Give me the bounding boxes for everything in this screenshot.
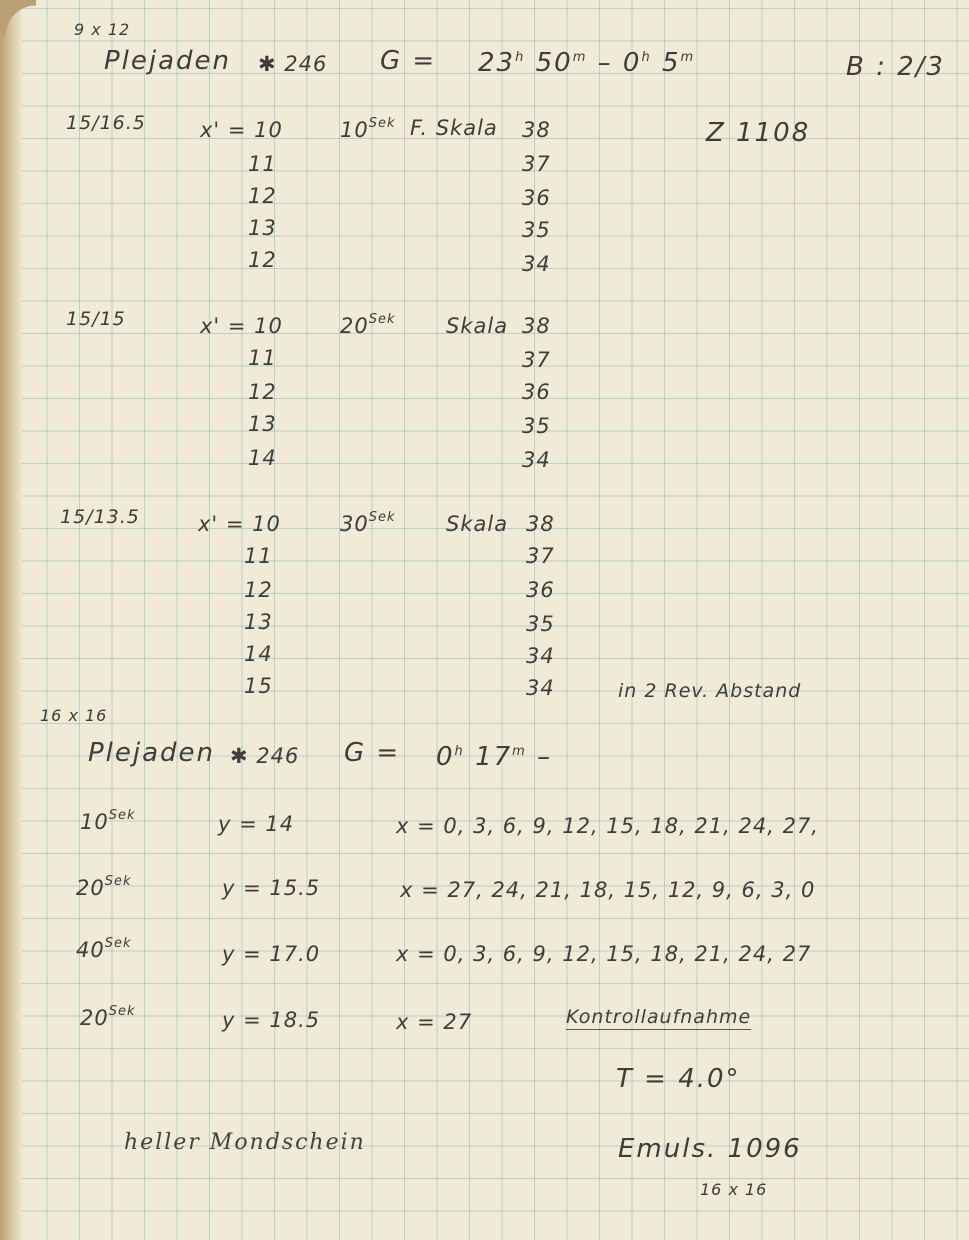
block3-scale-5: 34 (526, 644, 555, 668)
row2-exposure-value: 20 (76, 876, 105, 900)
block2-scale-4: 35 (522, 414, 551, 438)
plate-id: Z 1108 (706, 118, 811, 148)
row4-x-list: x = 27 (396, 1010, 473, 1034)
block3-x-1: 11 (244, 544, 273, 568)
block3-x-3: 13 (244, 610, 273, 634)
block3-scale-3: 36 (526, 578, 555, 602)
header2-dash: – (537, 742, 553, 772)
block1-exposure-unit: Sek (368, 116, 396, 131)
block1-x-3: 13 (248, 216, 277, 240)
row2-exposure-unit: Sek (104, 874, 132, 889)
block2-exposure-unit: Sek (368, 312, 396, 327)
row3-exposure (76, 938, 132, 962)
row1-y: y = 14 (218, 812, 295, 836)
block3-x-2: 12 (244, 578, 273, 602)
row3-exposure-unit: Sek (104, 936, 132, 951)
header2-object: Plejaden (88, 738, 216, 768)
row1-exposure-value: 10 (80, 810, 109, 834)
header1-dash: – (597, 48, 613, 78)
row1-exposure (80, 810, 136, 834)
block2-scale-3: 36 (522, 380, 551, 404)
block1-scale-4: 35 (522, 218, 551, 242)
row1-exposure-unit: Sek (108, 808, 136, 823)
moonlight-note: heller Mondschein (124, 1130, 366, 1155)
emulsion-number: Emuls. 1096 (618, 1134, 802, 1164)
block2-label: 15/15 (66, 308, 126, 330)
header2-hour-unit: h (454, 744, 465, 759)
block1-scale-3: 36 (522, 186, 551, 210)
header2-hour: 0 (436, 742, 455, 772)
block2-x-3: 13 (248, 412, 277, 436)
row4-exposure-unit: Sek (108, 1004, 136, 1019)
header2-star: ✱ 246 (230, 744, 300, 768)
format-label-9x12: 9 x 12 (74, 20, 131, 39)
row2-x-list: x = 27, 24, 21, 18, 15, 12, 9, 6, 3, 0 (400, 878, 816, 902)
row2-exposure (76, 876, 132, 900)
header1-start-hour-unit: h (515, 50, 526, 65)
row3-x-list: x = 0, 3, 6, 9, 12, 15, 18, 21, 24, 27 (396, 942, 812, 966)
page-binding-edge (0, 0, 22, 1240)
block2-scale-1: 38 (522, 314, 551, 338)
block2-scale-label: Skala (446, 314, 509, 338)
block3-exposure-unit: Sek (368, 510, 396, 525)
control-exposure-note: Kontrollaufnahme (566, 1006, 752, 1028)
header2-g-sign: G = (344, 738, 401, 768)
row4-y: y = 18.5 (222, 1008, 321, 1032)
row3-y: y = 17.0 (222, 942, 321, 966)
header1-object: Plejaden (104, 46, 232, 76)
block2-exposure (340, 314, 396, 338)
block1-x-4: 12 (248, 248, 277, 272)
row2-y: y = 15.5 (222, 876, 321, 900)
revolution-distance-note: in 2 Rev. Abstand (618, 680, 802, 702)
block3-scale-2: 37 (526, 544, 555, 568)
block1-x-first: x' = 10 (200, 118, 283, 142)
block2-exposure-value: 20 (340, 314, 369, 338)
header2-minute-unit: m (512, 744, 527, 759)
row3-exposure-value: 40 (76, 938, 105, 962)
block1-scale-5: 34 (522, 252, 551, 276)
block1-scale-label: F. Skala (410, 116, 498, 140)
block2-x-4: 14 (248, 446, 277, 470)
block3-scale-6: 34 (526, 676, 555, 700)
block1-x-1: 11 (248, 152, 277, 176)
block3-x-first: x' = 10 (198, 512, 281, 536)
block1-label: 15/16.5 (66, 112, 146, 134)
block1-exposure-value: 10 (340, 118, 369, 142)
row1-x-list: x = 0, 3, 6, 9, 12, 15, 18, 21, 24, 27, (396, 814, 819, 838)
header1-start-minute: 50 (535, 48, 573, 78)
block3-x-4: 14 (244, 642, 273, 666)
block2-x-first: x' = 10 (200, 314, 283, 338)
block3-exposure (340, 512, 396, 536)
block3-label: 15/13.5 (60, 506, 140, 528)
page-corner (0, 0, 36, 36)
emulsion-format: 16 x 16 (700, 1180, 768, 1199)
header1-end-minute: 5 (661, 48, 681, 78)
header1-star: ✱ 246 (258, 52, 328, 76)
block3-scale-1: 38 (526, 512, 555, 536)
block3-scale-4: 35 (526, 612, 555, 636)
temperature: T = 4.0° (616, 1064, 741, 1094)
header1-time (478, 48, 695, 78)
header1-end-minute-unit: m (680, 50, 696, 65)
row4-exposure-value: 20 (80, 1006, 109, 1030)
header1-start-minute-unit: m (572, 50, 588, 65)
header2-time (436, 742, 552, 772)
header1-b-value: B : 2/3 (846, 52, 945, 82)
block1-scale-1: 38 (522, 118, 551, 142)
header1-start-hour: 23 (478, 48, 516, 78)
block2-scale-2: 37 (522, 348, 551, 372)
header1-end-hour-unit: h (641, 50, 652, 65)
row4-exposure (80, 1006, 136, 1030)
block2-x-2: 12 (248, 380, 277, 404)
block2-x-1: 11 (248, 346, 277, 370)
header1-g-sign: G = (380, 46, 437, 76)
header2-minute: 17 (475, 742, 513, 772)
block1-x-2: 12 (248, 184, 277, 208)
block3-scale-label: Skala (446, 512, 509, 536)
block2-scale-5: 34 (522, 448, 551, 472)
block1-scale-2: 37 (522, 152, 551, 176)
header1-end-hour: 0 (622, 48, 642, 78)
block1-exposure (340, 118, 396, 142)
block3-x-5: 15 (244, 674, 273, 698)
block3-exposure-value: 30 (340, 512, 369, 536)
format-label-16x16: 16 x 16 (40, 706, 108, 725)
